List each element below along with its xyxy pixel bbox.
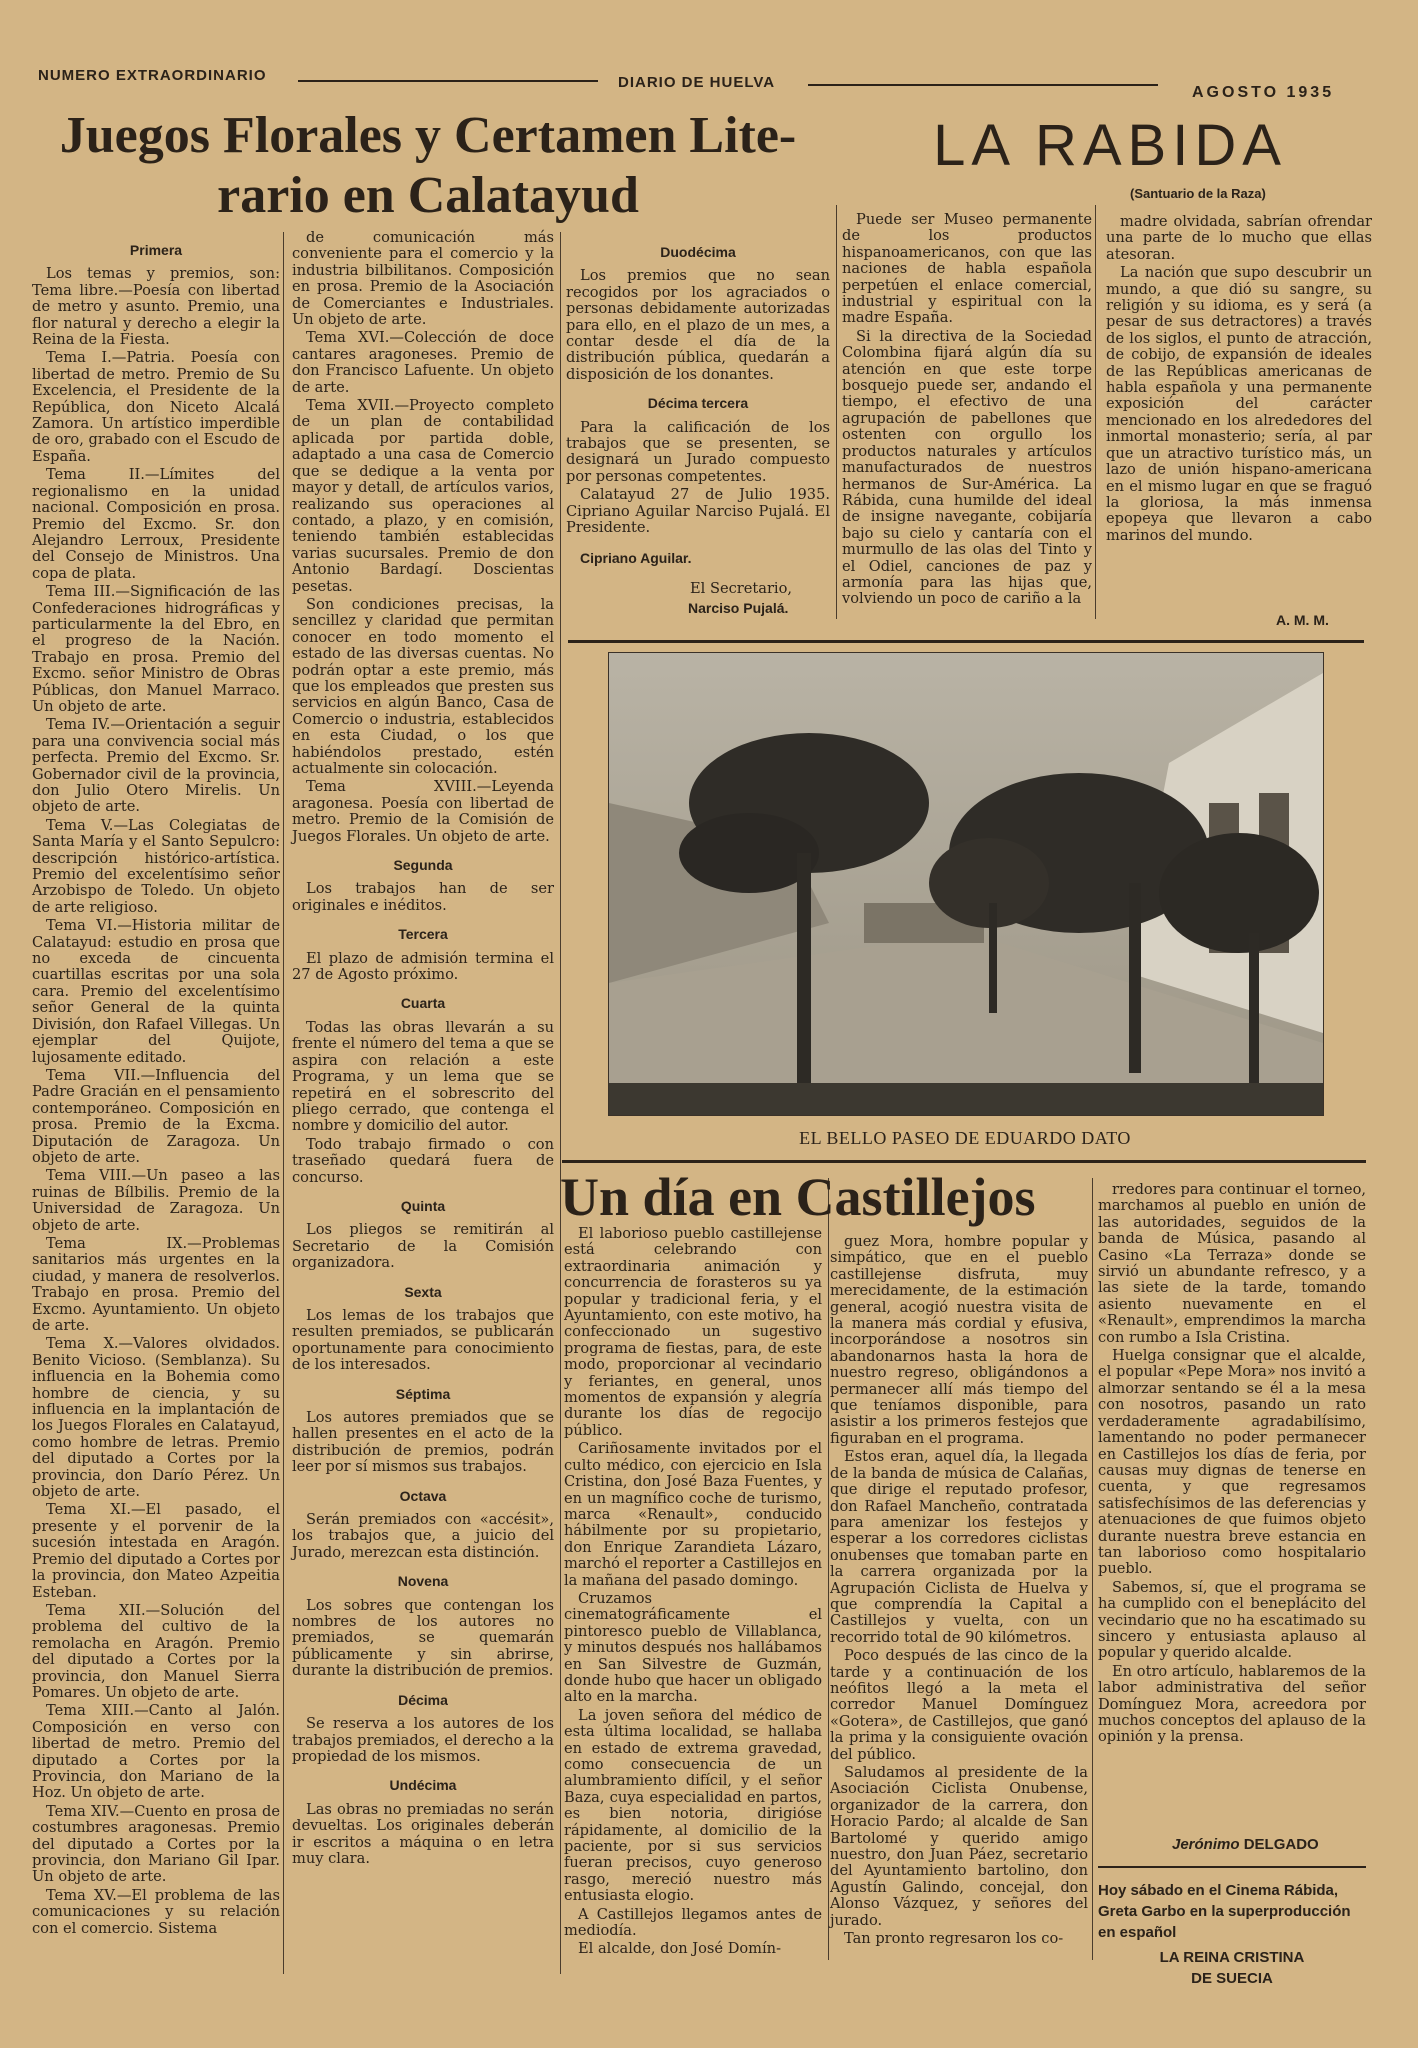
paragraph: Tema VIII.—Un paseo a las ruinas de Bílbilis. Premio de la Universidad de Zaragoza. Un objeto de arte. — [32, 1167, 280, 1234]
section-heading: Décima tercera — [647, 395, 749, 412]
paragraph: Se reserva a los autores de los trabajos premiados, el derecho a la propiedad de los mismos. — [292, 1715, 554, 1765]
section-heading: Quinta — [400, 1197, 446, 1214]
section-heading: Séptima — [395, 1385, 451, 1402]
paragraph: Tema VI.—Historia militar de Calatayud: estudio en prosa que no exceda de cincuenta cuartillas escritas por una sola cara. Premio del excelentísimo señor General de la quinta División, don Rafael Villegas. Un ejemplar del Quijote, lujosamente editado. — [32, 917, 280, 1066]
paragraph: La nación que supo descubrir un mundo, a que dió su sangre, su religión y su idioma, es y será (a pesar de sus detractores) a través de los siglos, el punto de atracción, de cobijo, de expansión de ideales de las Repúblicas americanas de habla española y una permanente exposición del carácter mencionado en los alrededores del inmortal monasterio; sería, al par que un atractivo turístico más, un lazo de unión hispano-americana en el mismo lugar en que se fraguó la gloriosa, la más inmensa epopeya que llevaron a cabo marinos del mundo. — [1106, 264, 1372, 544]
paragraph: Estos eran, aquel día, la llegada de la banda de música de Calañas, que dirige el reputado profesor, don Rafael Mancheño, contratada para amenizar los festejos y esperar a los corredores ciclistas onubenses que tomaban parte en la carrera organizada por la Agrupación Ciclista de Huelva y que comprendía la Capital a Castillejos y vuelta, con un recorrido total de 90 kilómetros. — [830, 1448, 1088, 1646]
paragraph: Cruzamos cinematográficamente el pintoresco pueblo de Villablanca, y minutos después nos hallábamos en San Silvestre de Guzmán, donde hubo que hacer un obligado alto en la marcha. — [564, 1589, 822, 1706]
paragraph: Tema XIII.—Canto al Jalón. Composición en verso con libertad de metro. Premio del diputado a Cortes por la Provincia, don Mariano de la Hoz. Un objeto de arte. — [32, 1702, 280, 1802]
paragraph: Los temas y premios, son: Tema libre.—Poesía con libertad de metro y asunto. Premio, una flor natural y derecho a elegir la Reina de la Fiesta. — [32, 265, 280, 349]
paragraph: El plazo de admisión termina el 27 de Agosto próximo. — [292, 949, 554, 984]
rabida-column-2 — [1106, 214, 1372, 546]
paragraph: Para la calificación de los trabajos que se presenten, se designará un Jurado compuesto por personas competentes. — [566, 418, 830, 485]
section-heading: Segunda — [393, 857, 453, 874]
paragraph: Los autores premiados que se hallen presentes en el acto de la distribución de premios, podrán leer por sí mismos sus trabajos. — [292, 1409, 554, 1476]
paragraph: Tema VII.—Influencia del Padre Gracián en el pensamiento contemporáneo. Composición en prosa. Premio de la Excma. Diputación de Zaragoza. Un objeto de arte. — [32, 1066, 280, 1166]
street-photo-image — [609, 653, 1323, 1115]
juegos-title — [18, 106, 838, 226]
section-heading: Tercera — [398, 926, 448, 943]
paragraph: Tema XIV.—Cuento en prosa de costumbres aragonesas. Premio del diputado a Cortes por la provincia, don Mariano Gil Ipar. Un objeto de arte. — [32, 1802, 280, 1886]
section-heading: Sexta — [404, 1283, 442, 1300]
paragraph: Los lemas de los trabajos que resulten premiados, se publicarán oportunamente para conocimiento de los interesados. — [292, 1306, 554, 1374]
paragraph: Sabemos, sí, que el programa se ha cumplido con el beneplácito del vecindario que no ha escatimado su sincero y entusiasta aplauso al popular y querido alcalde. — [1098, 1578, 1366, 1662]
section-heading: Primera — [129, 242, 183, 258]
paragraph: Los sobres que contengan los nombres de los autores no premiados, se quemarán públicamente y sin abrirse, durante la distribución de premios. — [292, 1596, 554, 1680]
rabida-subtitle: (Santuario de la Raza) — [1130, 186, 1266, 201]
section-rule — [568, 640, 1364, 643]
paragraph: Los pliegos se remitirán al Secretario de la Comisión organizadora. — [292, 1221, 554, 1272]
paragraph: El laborioso pueblo castillejense está celebrando con extraordinaria animación y concurrencia de forasteros su ya popular y tradicional feria, y el Ayuntamiento, con este motivo, ha confeccionado un sugestivo programa de fiestas, para, de este modo, proporcionar al vecindario y feriantes, en general, unos momentos de expansión y alegría durante los días de regocijo público. — [564, 1225, 822, 1439]
juegos-secretary-signature: Narciso Pujalá. — [688, 600, 789, 616]
paragraph: Serán premiados con «accésit», los trabajos que, a juicio del Jurado, merezcan esta distinción. — [292, 1511, 554, 1561]
photo-caption: EL BELLO PASEO DE EDUARDO DATO — [799, 1128, 1131, 1148]
cinema-ad-film-title-2: DE SUECIA — [1191, 1970, 1273, 1987]
paragraph: Tema XVIII.—Leyenda aragonesa. Poesía con libertad de metro. Premio de la Comisión de Juegos Florales. Un objeto de arte. — [292, 778, 554, 845]
paragraph: Tema X.—Valores olvidados. Benito Vicioso. (Semblanza). Su influencia en la Bohemia como hombre de ciencia, y su influencia en la implantación de los Juegos Florales en Calatayud, como hombre de letras. Premio del diputado a Cortes por la provincia, don Darío Pérez. Un objeto de arte. — [32, 1335, 280, 1501]
section-heading: Cuarta — [400, 995, 446, 1012]
header-rule-left — [298, 80, 598, 82]
cinema-ad-film-title-1: LA REINA CRISTINA — [1159, 1949, 1305, 1966]
column-divider — [1095, 205, 1096, 619]
section-rule — [562, 1160, 1366, 1163]
castillejos-signature — [1172, 1836, 1319, 1853]
juegos-title-line2: rario en Calatayud — [217, 167, 639, 224]
paragraph: Si la directiva de la Sociedad Colombina fijará algún día su atención en que este torpe bosquejo puede ser, andando el tiempo, el efectivo de una agrupación de pabellones que ostenten con orgullo los productos naturales y artículos manufacturados de nuestros hermanos de Sur-América. La Rábida, cuna humilde del ideal de insigne navegante, cobijaría bajo su cielo y cantaría con el murmullo de las olas del Tinto y el Odiel, canciones de paz y armonía para las hijas que, volviendo un poco de cariño a la — [842, 327, 1092, 608]
rabida-signature: A. M. M. — [1276, 612, 1329, 628]
paragraph: Calatayud 27 de Julio 1935. Cipriano Aguilar Narciso Pujalá. El Presidente. — [566, 486, 830, 537]
paragraph: Todo trabajo firmado o con traseñado quedará fuera de concurso. — [292, 1135, 554, 1186]
paragraph: A Castillejos llegamos antes de mediodía. — [564, 1905, 822, 1940]
paragraph: La joven señora del médico de esta última localidad, se hallaba en estado de extrema gravedad, como consecuencia de un alumbramiento difícil, y el señor Baza, cuya especialidad en partos, es bien notoria, dirigióse rápidamente, al domicilio de la paciente, por si sus servicios fueran precisos, cuyo generoso rasgo, mereció nuestro más entusiasta elogio. — [564, 1706, 822, 1905]
section-heading: Octava — [399, 1487, 447, 1504]
paragraph: Son condiciones precisas, la sencillez y claridad que permitan conocer en todo momento el estado de las diversas cuentas. No podrán optar a este premio, más que los empleados que presten sus servicios en algún Banco, Casa de Comercio o industria, establecidos en esta Ciudad, o los que habiéndolos prestado, estén actualmente sin colocación. — [292, 595, 554, 777]
paragraph: Saludamos al presidente de la Asociación Ciclista Onubense, organizador de la carrera, don Horacio Pardo; al alcalde de San Bartolomé y querido amigo nuestro, don Juan Páez, secretario del Ayuntamiento bartolino, don Agustín Galindo, concejal, don Alonso Vázquez, y señores del jurado. — [830, 1764, 1088, 1929]
rabida-column-1 — [842, 212, 1092, 610]
paragraph: rredores para continuar el torneo, marchamos al pueblo en unión de las autoridades, seguidos de la banda de Música, pasando al Casino «La Terraza» donde se sirvió un abundante refresco, y a las siete de la tarde, tomando asiento nuevamente en el «Renault», emprendimos la marcha con rumbo a Isla Cristina. — [1098, 1181, 1366, 1346]
section-heading: Duodécima — [660, 244, 736, 260]
paragraph: Tema XVI.—Colección de doce cantares aragoneses. Premio de don Francisco Lafuente. Un objeto de arte. — [292, 329, 554, 396]
paragraph: Puede ser Museo permanente de los productos hispanoamericanos, con que las naciones de habla española perpetúen el enlace comercial, industrial y espiritual con la madre España. — [842, 211, 1092, 327]
paragraph: madre olvidada, sabrían ofrendar una parte de lo mucho que ellas atesoran. — [1106, 213, 1372, 263]
column-divider — [1092, 1178, 1093, 1960]
signature-last-name: DELGADO — [1243, 1836, 1319, 1853]
paragraph: Tema IX.—Problemas sanitarios más urgentes en la ciudad, y manera de resolverlos. Trabajo en prosa. Premio del Excmo. Ayuntamiento. Un objeto de arte. — [32, 1234, 280, 1334]
castillejos-column-1 — [564, 1226, 822, 1960]
rabida-title: LA RABIDA — [933, 113, 1287, 178]
column-divider — [828, 1178, 829, 1960]
paragraph: de comunicación más conveniente para el comercio y la industria bilbilitanos. Composición en prosa. Premio de la Asociación de Comerciantes e Industriales. Un objeto de arte. — [292, 229, 554, 329]
ad-rule — [1098, 1866, 1366, 1868]
paragraph: Los premios que no sean recogidos por los agraciados o personas debidamente autorizadas para ello, en el plazo de un mes, a contar desde el día de la distribución pública, quedarán a disposición de los donantes. — [566, 267, 830, 383]
paragraph: Tema II.—Límites del regionalismo en la unidad nacional. Composición en prosa. Premio del Excmo. Sr. don Alejandro Lerroux, Presidente del Consejo de Ministros. Una copa de plata. — [32, 466, 280, 582]
castillejos-title: Un día en Castillejos — [560, 1167, 1036, 1227]
signature-first-name: Jerónimo — [1172, 1836, 1240, 1853]
cinema-ad-text: Hoy sábado en el Cinema Rábida, Greta Garbo en la superproducción en español — [1098, 1882, 1351, 1941]
column-divider — [560, 232, 561, 1974]
paragraph: Poco después de las cinco de la tarde y a continuación de los neófitos llegó a la meta el corredor Manuel Domínguez «Gotera», de Castillejos, que ganó la prima y la consiguiente ovación del público. — [830, 1647, 1088, 1763]
paragraph: En otro artículo, hablaremos de la labor administrativa del señor Domínguez Mora, acreedora por muchos conceptos del aplauso de la opinión y la prensa. — [1098, 1662, 1366, 1746]
juegos-secretary-label: El Secretario, — [690, 580, 793, 597]
paragraph: Tema V.—Las Colegiatas de Santa María y el Santo Sepulcro: descripción histórico-artística. Premio del excelentísimo señor Arzobispo de Toledo. Un objeto de arte religioso. — [32, 816, 280, 916]
paragraph: Tema XVII.—Proyecto completo de un plan de contabilidad aplicada por partida doble, adaptado a una casa de Comercio que se dedique a la venta por mayor y detall, de artículos varios, realizando sus operaciones al contado, a plazo, y en comisión, teniendo también establecidas varias sucursales. Premio de don Antonio Bardagí. Doscientas pesetas. — [292, 397, 554, 595]
paragraph: Huelga consignar que el alcalde, el popular «Pepe Mora» nos invitó a almorzar sentando se él a la mesa con nosotros, pasando un rato verdaderamente agradabilísimo, lamentando no poder permanecer en Castillejos los días de feria, por causas muy dignas de tenerse en cuenta, y que regresamos satisfechísimos de las deferencias y atenuaciones de que fuimos objeto durante nuestra breve estancia en tan laborioso como hospitalario pueblo. — [1098, 1347, 1366, 1578]
paragraph: Tema III.—Significación de las Confederaciones hidrográficas y particularmente la del Ebro, en el progreso de la Nación. Trabajo en prosa. Premio del Excmo. señor Ministro de Obras Públicas, don Manuel Marraco. Un objeto de arte. — [32, 583, 280, 715]
paragraph: Todas las obras llevarán a su frente el número del tema a que se aspira con relación a este Programa, y un lema que se repetirá en el sobrescrito del pliego cerrado, que contenga el nombre y domicilio del autor. — [292, 1018, 554, 1135]
paragraph: Las obras no premiadas no serán devueltas. Los originales deberán ir escritos a máquina o en letra muy clara. — [292, 1800, 554, 1867]
header-newspaper-name: DIARIO DE HUELVA — [618, 74, 776, 91]
paragraph: Tema XII.—Solución del problema del cultivo de la remolacha en Aragón. Premio del diputado a Cortes por la provincia, don Manuel Sierra Pomares. Un objeto de arte. — [32, 1601, 280, 1701]
cinema-ad — [1098, 1880, 1366, 1989]
header-rule-right — [808, 84, 1158, 86]
juegos-column-3 — [566, 232, 830, 539]
header-date: AGOSTO 1935 — [1192, 84, 1335, 101]
paragraph: Cariñosamente invitados por el culto médico, con ejercicio en Isla Cristina, don José Baza Fuentes, y en un magnífico coche de turismo, marca «Renault», conducido hábilmente por su propietario, don Enrique Zarandieta Lázaro, marchó el reporter a Castillejos en la mañana del pasado domingo. — [564, 1440, 822, 1589]
paragraph: Tema XV.—El problema de las comunicaciones y su relación con el comercio. Sistema — [32, 1886, 280, 1937]
paragraph: El alcalde, don José Domín- — [578, 1940, 782, 1958]
paragraph: Tan pronto regresaron los co- — [844, 1930, 1064, 1948]
section-heading: Novena — [397, 1573, 449, 1590]
castillejos-column-3 — [1098, 1182, 1366, 1748]
header-edition: NUMERO EXTRAORDINARIO — [38, 67, 267, 84]
paragraph: Tema XI.—El pasado, el presente y el porvenir de la sucesión intestada en Aragón. Premio del diputado a Cortes por la provincia, don Mateo Azpeitia Esteban. — [32, 1501, 280, 1601]
column-divider — [836, 205, 837, 619]
column-divider — [283, 232, 284, 1974]
section-heading: Décima — [398, 1691, 448, 1708]
paragraph: guez Mora, hombre popular y simpático, que en el pueblo castillejense disfruta, muy merecidamente, de la estimación general, acogió nuestra visita de la manera más cordial y efusiva, incorporándose a nosotros sin abandonarnos hasta la hora de nuestro regreso, obligándonos a permanecer allí más tiempo del que teníamos disponible, para asistir a los primeros festejos que figuraban en el programa. — [830, 1233, 1088, 1447]
paragraph: Tema IV.—Orientación a seguir para una convivencia social más perfecta. Premio del Excmo. Sr. Gobernador civil de la provincia, don Julio Otero Mirelis. Un objeto de arte. — [32, 716, 280, 816]
castillejos-column-2 — [830, 1234, 1088, 1949]
juegos-title-line1: Juegos Florales y Certamen Lite- — [59, 107, 797, 164]
paragraph: Los trabajos han de ser originales e inéditos. — [292, 880, 554, 914]
paragraph: Tema I.—Patria. Poesía con libertad de metro. Premio de Su Excelencia, el Presidente de la República, don Niceto Alcalá Zamora. Un artístico imperdible de oro, grabado con el Escudo de España. — [32, 349, 280, 465]
juegos-column-2 — [292, 230, 554, 1869]
street-photo — [608, 652, 1324, 1116]
juegos-president-signature: Cipriano Aguilar. — [580, 550, 692, 566]
juegos-column-1 — [32, 230, 280, 1939]
section-heading: Undécima — [389, 1777, 457, 1794]
